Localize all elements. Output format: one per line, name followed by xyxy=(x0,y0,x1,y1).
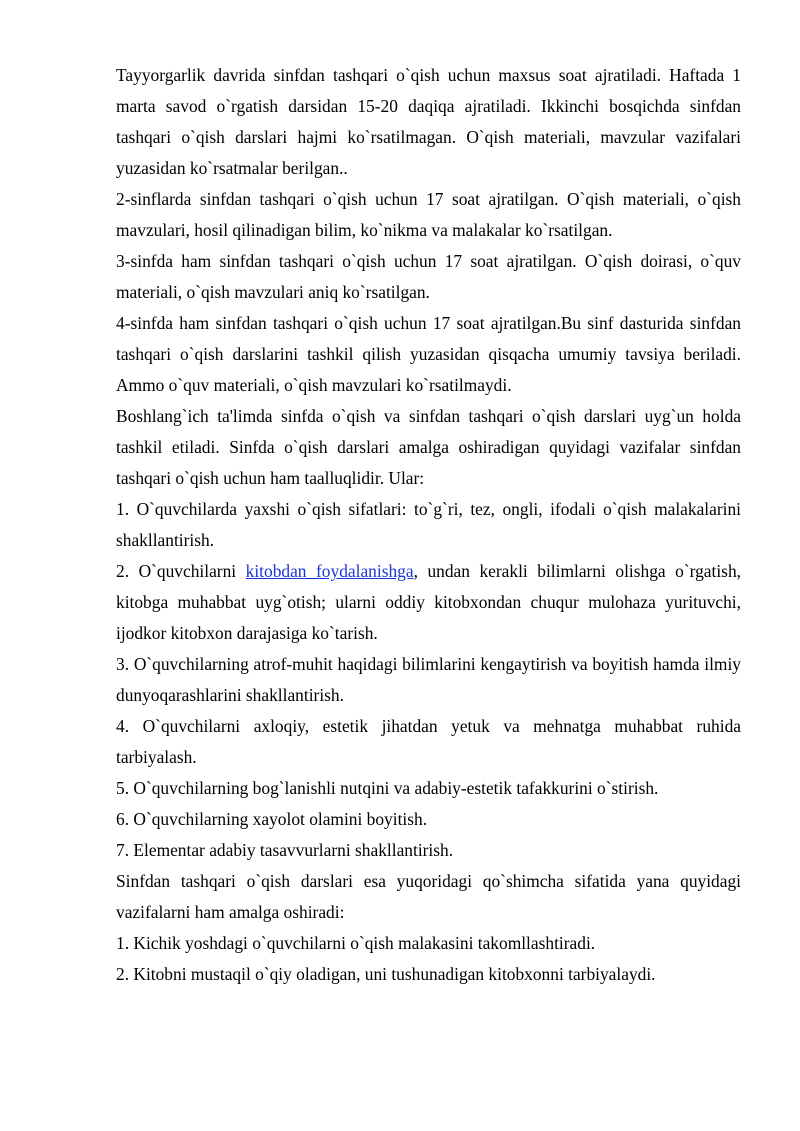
task-item-2: 2. Kitobni mustaqil o`qiy oladigan, uni tushunadigan kitobxonni tarbiyalaydi. xyxy=(116,964,656,984)
list-item-7: 7. Elementar adabiy tasavvurlarni shakllantirish. xyxy=(116,840,454,860)
paragraph-preparation-period: Tayyorgarlik davrida sinfdan tashqari o`qish uchun maxsus soat ajratiladi. Haftada 1 marta savod o`rgatish darsidan 15-20 daqiqa ajratiladi. Ikkinchi bosqichda sinfdan tashqari o`qish darslari hajmi ko`rsatilmagan. O`qish materiali, mavzular vazifalari yuzasidan ko`rsatmalar berilgan.. xyxy=(116,65,741,178)
paragraph-primary-education: Boshlang`ich ta'limda sinfda o`qish va sinfdan tashqari o`qish darslari uyg`un holda tashkil etiladi. Sinfda o`qish darslari amalga oshiradigan quyidagi vazifalar sinfdan tashqari o`qish uchun ham taalluqlidir. Ular: xyxy=(116,406,741,488)
list-item-2-suffix: , undan kerakli bilimlarni olishga o`rgatish, kitobga muhabbat uyg`otish; ularni oddiy kitobxondan chuqur mulohaza yurituvchi, ijodkor kitobxon darajasiga ko`tarish. xyxy=(116,561,741,643)
kitobdan-foydalanishga-link[interactable]: kitobdan foydalanishga xyxy=(245,561,414,581)
list-item-2 xyxy=(116,556,741,649)
paragraph-grade-2: 2-sinflarda sinfdan tashqari o`qish uchun 17 soat ajratilgan. O`qish materiali, o`qish mavzulari, hosil qilinadigan bilim, ko`nikma va malakalar ko`rsatilgan. xyxy=(116,189,741,240)
list-item-6: 6. O`quvchilarning xayolot olamini boyitish. xyxy=(116,809,428,829)
list-item-4: 4. O`quvchilarni axloqiy, estetik jihatdan yetuk va mehnatga muhabbat ruhida tarbiyalash. xyxy=(116,716,741,767)
task-item-1: 1. Kichik yoshdagi o`quvchilarni o`qish malakasini takomllashtiradi. xyxy=(116,933,596,953)
document-page xyxy=(116,60,741,990)
list-item-5: 5. O`quvchilarning bog`lanishli nutqini va adabiy-estetik tafakkurini o`stirish. xyxy=(116,778,659,798)
paragraph-extracurricular-tasks: Sinfdan tashqari o`qish darslari esa yuqoridagi qo`shimcha sifatida yana quyidagi vazifalarni ham amalga oshiradi: xyxy=(116,871,741,922)
paragraph-grade-4: 4-sinfda ham sinfdan tashqari o`qish uchun 17 soat ajratilgan.Bu sinf dasturida sinfdan tashqari o`qish darslarini tashkil qilish yuzasidan qisqacha umumiy tavsiya beriladi. Ammo o`quv materiali, o`qish mavzulari ko`rsatilmaydi. xyxy=(116,313,741,395)
list-item-1: 1. O`quvchilarda yaxshi o`qish sifatlari: to`g`ri, tez, ongli, ifodali o`qish malakalarini shakllantirish. xyxy=(116,499,741,550)
list-item-3: 3. O`quvchilarning atrof-muhit haqidagi bilimlarini kengaytirish va boyitish hamda ilmiy dunyoqarashlarini shakllantirish. xyxy=(116,654,741,705)
paragraph-grade-3: 3-sinfda ham sinfdan tashqari o`qish uchun 17 soat ajratilgan. O`qish doirasi, o`quv materiali, o`qish mavzulari aniq ko`rsatilgan. xyxy=(116,251,741,302)
list-item-2-prefix: 2. O`quvchilarni xyxy=(116,561,246,581)
